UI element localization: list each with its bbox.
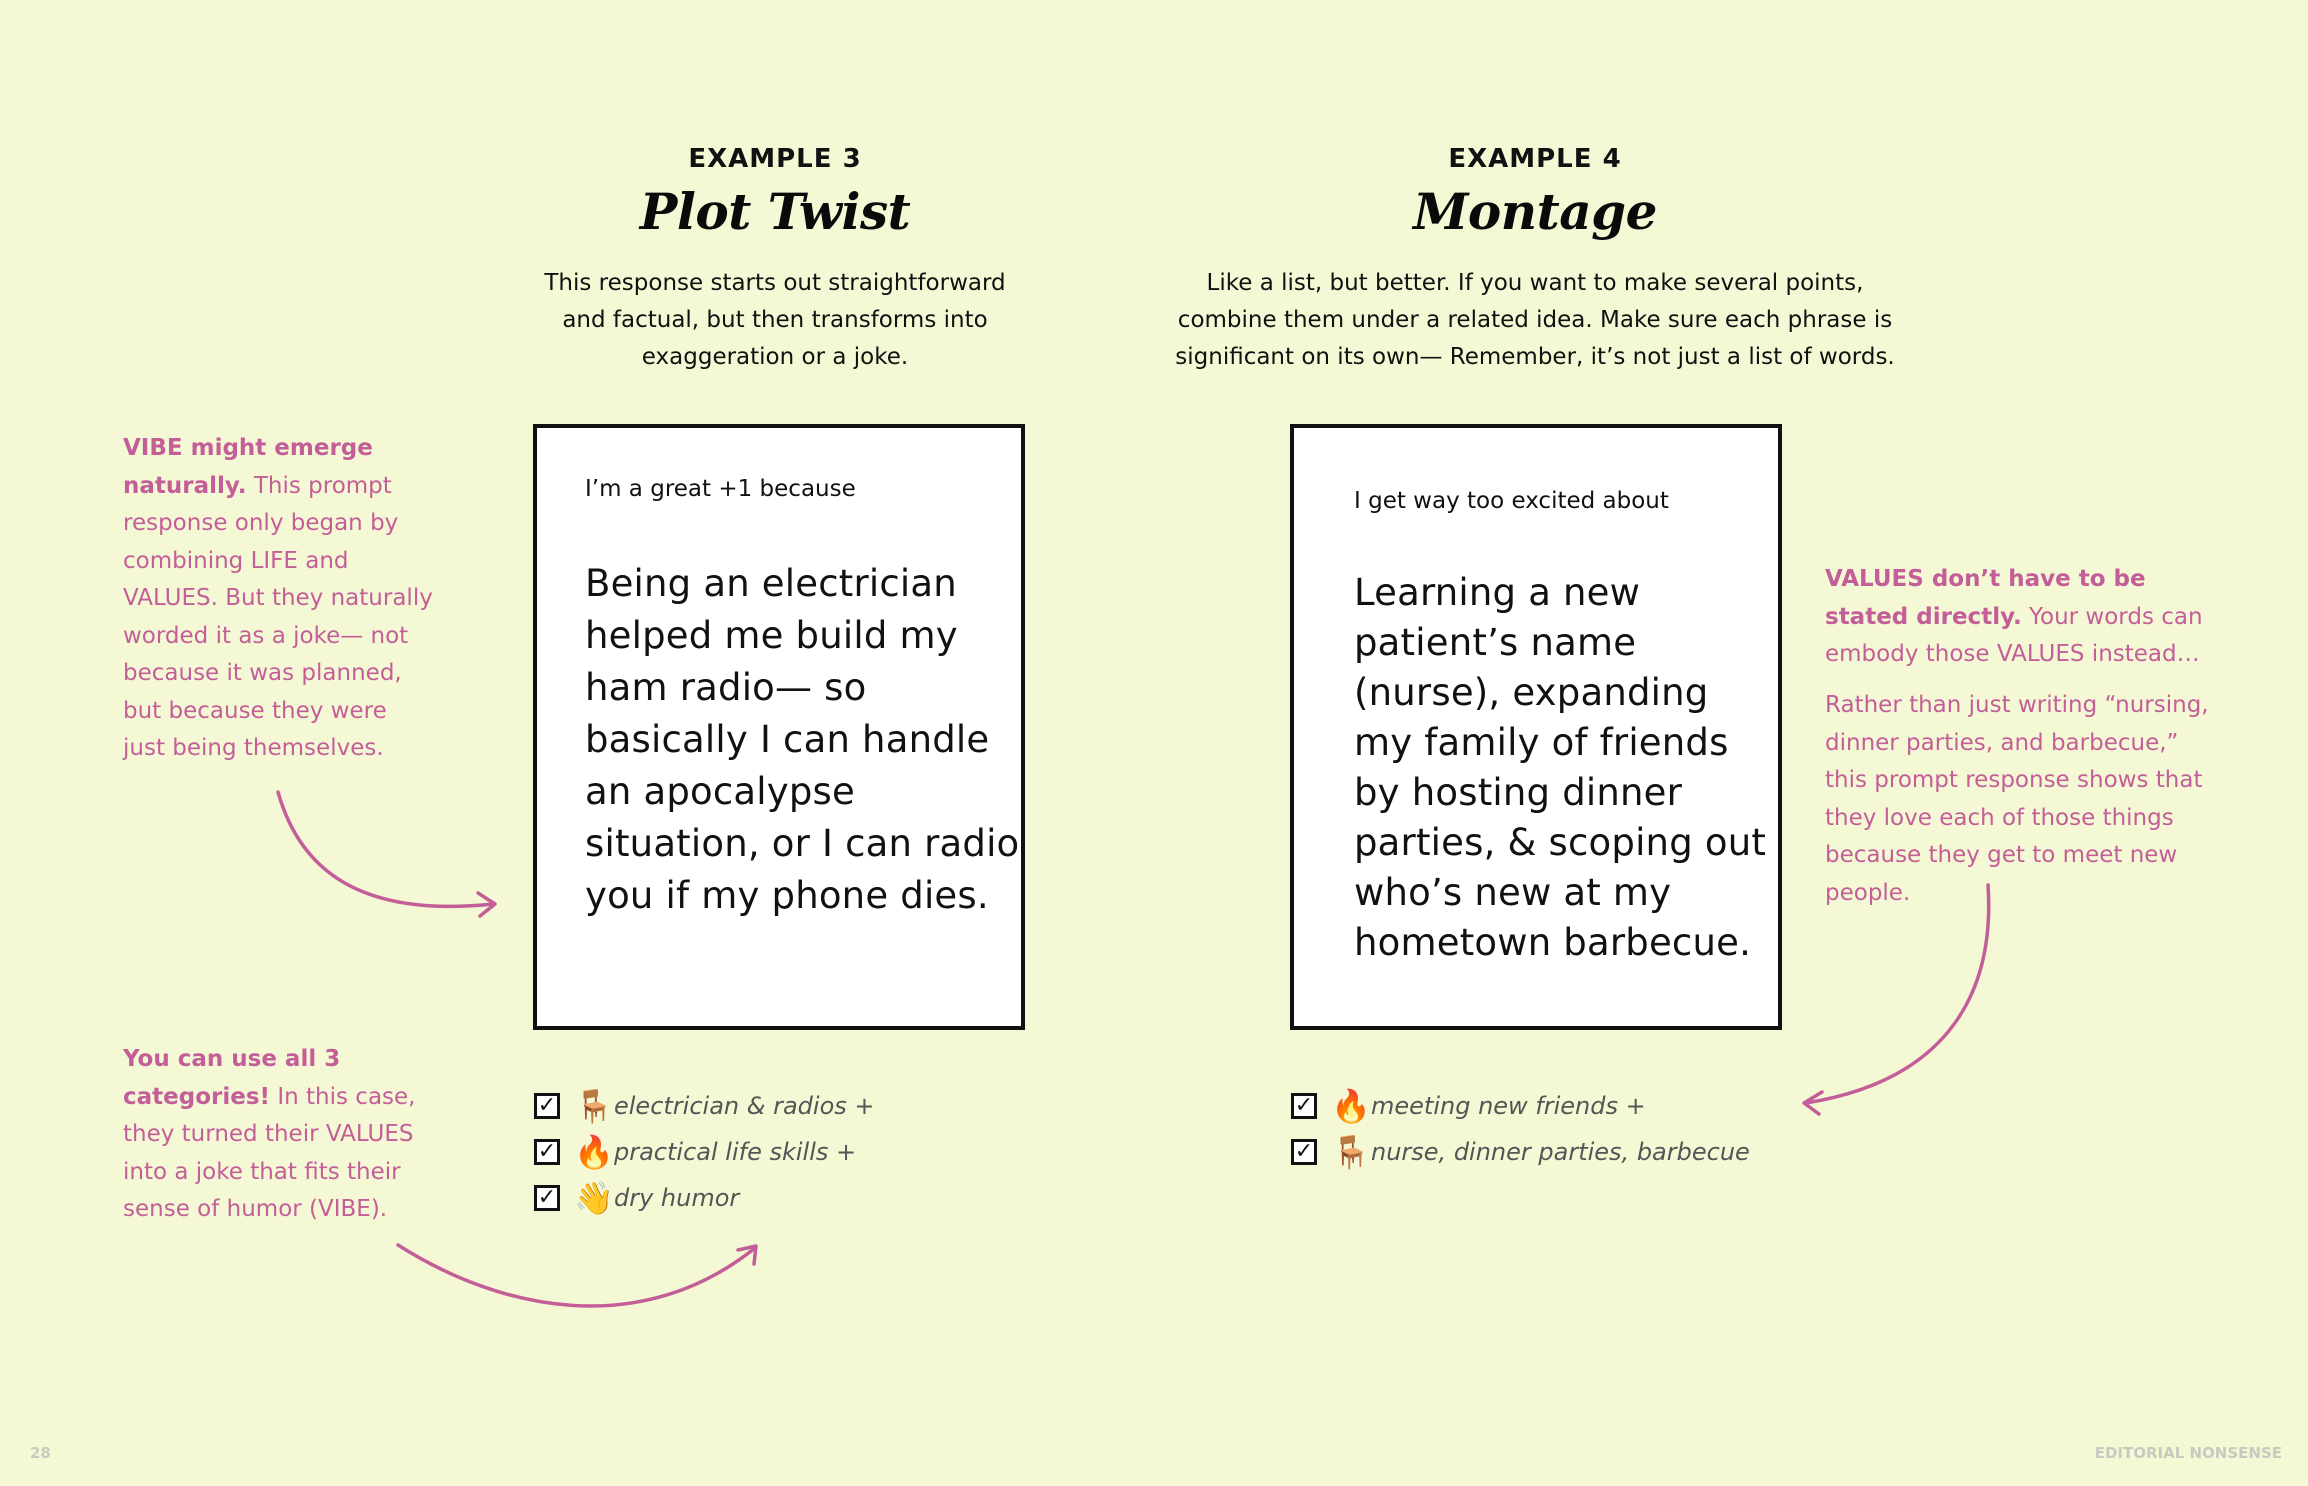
checkbox-checked[interactable]: ✓: [1291, 1093, 1317, 1119]
note-categories-body: In this case, they turned their VALUES into a joke that fits their sense of humor (VIBE).: [123, 1083, 416, 1222]
prompt-question: I get way too excited about: [1354, 488, 1669, 514]
checkbox-checked[interactable]: ✓: [534, 1185, 560, 1211]
arrow-values-to-checklist: [1806, 885, 1989, 1103]
note-values-detail: Rather than just writing “nursing, dinner parties, and barbecue,” this prompt response shows that they love each of those things because they get to meet new people.: [1825, 692, 2209, 906]
checkbox-checked[interactable]: ✓: [534, 1139, 560, 1165]
checkbox-checked[interactable]: ✓: [1291, 1139, 1317, 1165]
prompt-answer: Learning a new patient’s name (nurse), expanding my family of friends by hosting dinner parties, & scoping out who’s new at my hometown barbecue.: [1354, 571, 1767, 964]
example-3-label: EXAMPLE 3: [688, 144, 862, 174]
checklist-label: meeting new friends +: [1371, 1092, 1646, 1120]
fire-icon: 🔥: [1331, 1087, 1371, 1125]
example-3-title: Plot Twist: [639, 182, 911, 241]
note-categories-heading: You can use all 3 categories!: [123, 1046, 341, 1110]
arrow-categories-to-checklist: [398, 1245, 755, 1306]
chair-icon: 🪑: [574, 1087, 614, 1125]
note-values-heading: VALUES don’t have to be stated directly.: [1825, 566, 2146, 630]
note-values-body: Your words can embody those VALUES instead…: [1825, 603, 2203, 667]
example-4-description: Like a list, but better. If you want to make several points, combine them under a related idea. Make sure each phrase is significant on its own— Remember, it’s not just a list of words.: [1175, 270, 1895, 370]
page-number: 28: [30, 1444, 51, 1462]
checklist-label: dry humor: [614, 1184, 740, 1212]
prompt-answer: Being an electrician helped me build my ham radio— so basically I can handle an apocalypse situation, or I can radio you if my phone dies.: [585, 562, 1020, 917]
checklist-label: practical life skills +: [614, 1138, 857, 1166]
checklist-label: electrician & radios +: [614, 1092, 875, 1120]
checklist-label: nurse, dinner parties, barbecue: [1371, 1138, 1750, 1166]
prompt-question: I’m a great +1 because: [585, 476, 856, 502]
footer-brand: EDITORIAL NONSENSE: [2094, 1444, 2282, 1462]
checkbox-checked[interactable]: ✓: [534, 1093, 560, 1119]
example-3-description: This response starts out straightforward and factual, but then transforms into exaggeration or a joke.: [544, 270, 1006, 370]
example-4-label: EXAMPLE 4: [1448, 144, 1622, 174]
arrow-vibe-to-card: [278, 792, 493, 906]
fire-icon: 🔥: [574, 1133, 614, 1171]
note-vibe-heading: VIBE might emerge naturally.: [123, 435, 373, 499]
note-vibe-body: This prompt response only began by combining LIFE and VALUES. But they naturally worded it as a joke— not because it was planned, but because they were just being themselves.: [123, 472, 433, 761]
chair-icon: 🪑: [1331, 1133, 1371, 1171]
example-4-title: Montage: [1413, 182, 1657, 241]
waving-hand-icon: 👋: [574, 1179, 614, 1217]
